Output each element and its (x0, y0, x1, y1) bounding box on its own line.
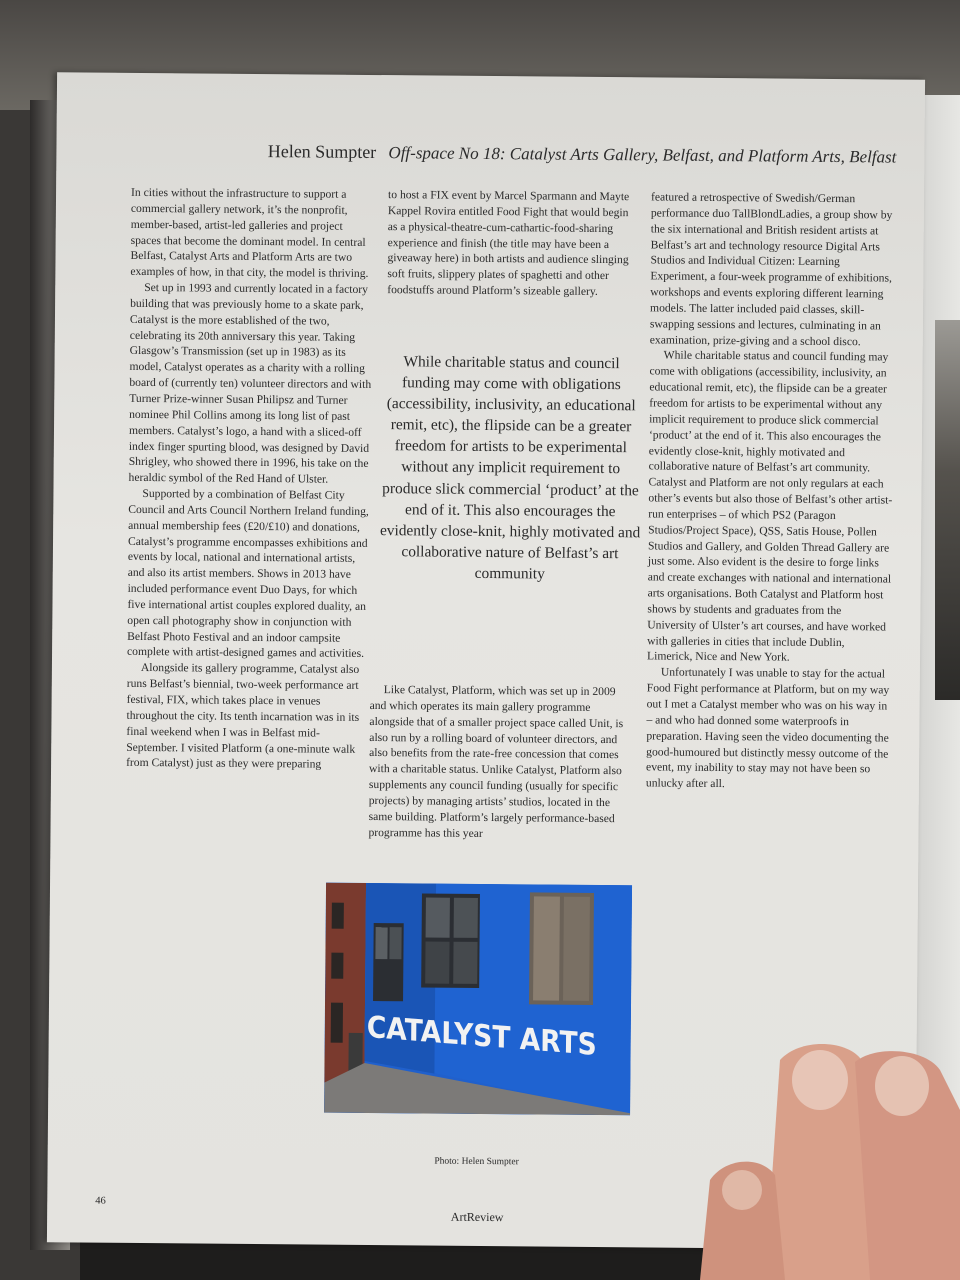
column-one (126, 185, 376, 773)
catalyst-arts-sign: CATALYST ARTS (366, 1009, 627, 1066)
column-three (646, 189, 896, 793)
paragraph: Set up in 1993 and currently located in a factory building that was previously home to a skate park, Catalyst is the more established of the two, celebrating its 20th anniversary this year. Taking Glasgow’s Transmission (set up in 1983) as its model, Catalyst operates as a charity with a rolling board of (currently ten) volunteer directors and with Turner Prize-winner Susan Philipsz and Turner nominee Phil Collins among its long list of past members. Catalyst’s logo, a hand with a sliced-off index finger spurting blood, was designed by David Shrigley, who showed there in 1996, his take on the heraldic symbol of the Red Hand of Ulster. (128, 281, 372, 486)
paragraph: Like Catalyst, Platform, which was set up in 2009 and which operates its main gallery programme alongside that of a smaller project space called Unit, is also run by a rolling board of volunteer directors, and also benefits from the rate-free concession that comes with a charitable status. Unlike Catalyst, Platform also supplements any council funding (usually for specific projects) by managing artists’ studios, located in the same building. Platform’s largely performance-based programme has this year (368, 683, 624, 840)
article-title: Off-space No 18: Catalyst Arts Gallery, Belfast, and Platform Arts, Belfast (388, 143, 897, 167)
page-number: 46 (95, 1195, 106, 1207)
photo-caption: Photo: Helen Sumpter (434, 1156, 519, 1168)
paragraph: to host a FIX event by Marcel Sparmann and Mayte Kappel Rovira entitled Food Fight that would begin as a physical-theatre-cum-cathartic-food-sharing experience and finish (the title may have been a giveaway here) in both artists and audience slinging soft fruits, slippery plates of spaghetti and other foodstuffs around Platform’s sizeable gallery. (387, 188, 630, 299)
paragraph: Supported by a combination of Belfast City Council and Arts Council Northern Ireland funding, annual membership fees (£20/£10) and donations, Catalyst’s programme encompasses exhibitions and events by local, national and international artists, and also its artist members. Shows in 2013 have included performance event Duo Days, for which five international artist couples explored duality, an open call photography show in conjunction with Belfast Photo Festival and an indoor campsite complete with artist-designed games and activities. (127, 487, 369, 661)
paragraph: In cities without the infrastructure to support a commercial gallery network, it’s the nonprofit, member-based, artist-led galleries and project spaces that become the dominant model. In central Belfast, Catalyst Arts and Platform Arts are two examples of how, in that city, the model is thriving. (130, 185, 369, 281)
column-two-bottom (368, 682, 631, 843)
paragraph: Unfortunately I was unable to stay for the actual Food Fight performance at Platform, but on my way out I met a Catalyst member who was on his way in – and who had donned some waterproofs in preparation. Having seen the video documenting the good-humoured but distinctly messy outcome of the event, my inability to stay may not have been so unlucky after all. (645, 665, 890, 791)
paragraph: While charitable status and council funding may come with obligations (accessibility, inclusivity, an educational remit, etc), the flipside can be a greater freedom for artists to be experimental without any implicit requirement to produce slick commercial ‘product’ at the end of it. This also encourages the evidently close-knit, highly motivated and collaborative nature of Belfast’s art community. Catalyst and Platform are not only regulars at each other’s events but also those of Belfast’s other artist-run enterprises – of which PS2 (Paragon Studios/Project Space), QSS, Satis House, Pollen Studios and Gallery, and Golden Thread Gallery are just some. Also evident is the desire to forge links and create exchanges with national and international arts organisations. Both Catalyst and Platform host shows by students and graduates from the University of Ulster’s art courses, and have worked with galleries in cities that include Dublin, Limerick, Nice and New York. (646, 348, 893, 665)
author-name: Helen Sumpter (267, 141, 377, 163)
magazine-name: ArtReview (450, 1209, 504, 1225)
hand-holding-page (670, 1040, 960, 1280)
pull-quote: While charitable status and council funding may come with obligations (accessibility, inclusivity, an educational remit, etc), the flipside can be a greater freedom for artists to be experimental without any implicit requirement to produce slick commercial ‘product’ at the end of it. This also encourages the evidently close-knit, highly motivated and collaborative nature of Belfast’s art community (379, 353, 641, 583)
article-header (196, 140, 896, 167)
building-illustration (324, 883, 632, 1116)
facing-page-photo (935, 320, 960, 700)
paragraph: featured a retrospective of Swedish/German performance duo TallBlondLadies, a group show by the six international and British resident artists at Belfast’s art and technology resource Digital Arts Studios and Individual Citizen: Learning Experiment, a four-week programme of exhibitions, workshops and events exploring different learning models. The latter included paid classes, skill-swapping sessions and lectures, culminating in an examination, prize-giving and a school disco. (649, 190, 893, 348)
paragraph: Alongside its gallery programme, Catalyst also runs Belfast’s biennial, two-week performance art festival, FIX, which takes place in venues throughout the city. Its tenth incarnation was in its final weekend when I was in Belfast mid-September. I visited Platform (a one-minute walk from Catalyst) just as they were preparing (126, 661, 360, 771)
column-two-top (387, 187, 640, 300)
gallery-photo (324, 883, 632, 1116)
